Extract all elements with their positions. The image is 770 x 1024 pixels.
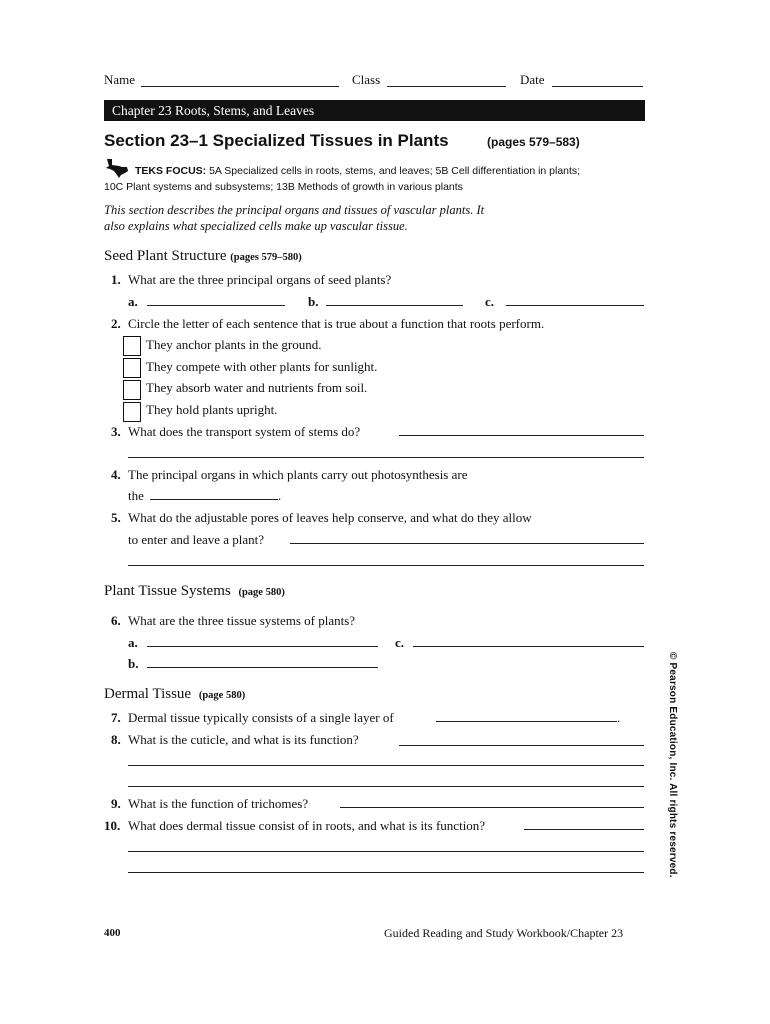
q2-text: Circle the letter of each sentence that is true about a function that roots perform. [128, 316, 545, 331]
q9-number: 9. [111, 796, 121, 811]
q2-option-d-checkbox[interactable] [123, 402, 141, 422]
q10-text: What does dermal tissue consist of in roots, and what is its function? [128, 818, 486, 833]
q7-post: . [617, 710, 621, 725]
q10-field-2[interactable] [128, 851, 644, 852]
q1-c-field[interactable] [506, 305, 644, 306]
seed-plant-heading [104, 248, 302, 265]
name-field[interactable] [141, 86, 339, 87]
q9-field[interactable] [340, 807, 644, 808]
q5-line1: What do the adjustable pores of leaves help conserve, and what do they allow [128, 510, 532, 525]
q4-field[interactable] [150, 499, 278, 500]
q10-number: 10. [104, 818, 121, 833]
q5-field-2[interactable] [128, 565, 644, 566]
chapter-bar [104, 100, 645, 121]
q5-number: 5. [111, 510, 121, 525]
dermal-heading [104, 686, 245, 703]
q3-field-2[interactable] [128, 457, 644, 458]
teks-line2: 10C Plant systems and subsystems; 13B Methods of growth in various plants [104, 181, 463, 193]
texas-icon [104, 157, 130, 184]
q4-line1: The principal organs in which plants carry out photosynthesis are [128, 467, 468, 482]
tissue-systems-heading-text: Plant Tissue Systems [104, 583, 231, 599]
q7-text: Dermal tissue typically consists of a single layer of [128, 710, 394, 725]
q5-field-1[interactable] [290, 543, 644, 544]
intro-line1: This section describes the principal organs and tissues of vascular plants. It [104, 203, 485, 217]
footer-book-title: Guided Reading and Study Workbook/Chapter 23 [384, 926, 624, 940]
dermal-pages: (page 580) [198, 690, 246, 701]
q2-option-b-checkbox[interactable] [123, 358, 141, 378]
q8-number: 8. [111, 732, 121, 747]
q6-number: 6. [111, 613, 121, 628]
intro-line2: also explains what specialized cells make up vascular tissue. [104, 219, 408, 233]
q1-c-label: c. [485, 294, 495, 309]
q1-b-field[interactable] [326, 305, 463, 306]
tissue-systems-heading [104, 583, 285, 600]
teks-line1 [135, 165, 580, 177]
class-label: Class [352, 72, 381, 87]
seed-plant-heading-text: Seed Plant Structure [104, 248, 227, 264]
teks-label: TEKS FOCUS: [135, 165, 207, 177]
q2-option-d: They hold plants upright. [146, 402, 278, 417]
q7-number: 7. [111, 710, 121, 725]
name-label: Name [104, 72, 136, 87]
q8-text: What is the cuticle, and what is its function? [128, 732, 359, 747]
q10-field-3[interactable] [128, 872, 644, 873]
q3-number: 3. [111, 424, 121, 439]
q8-field-2[interactable] [128, 765, 644, 766]
dermal-heading-text: Dermal Tissue [104, 686, 192, 702]
q10-field-1[interactable] [524, 829, 644, 830]
q2-option-c-checkbox[interactable] [123, 380, 141, 400]
q6-b-field[interactable] [147, 667, 378, 668]
section-pages: (pages 579–583) [487, 135, 580, 149]
chapter-title: Chapter 23 Roots, Stems, and Leaves [112, 103, 315, 118]
q2-option-a: They anchor plants in the ground. [146, 337, 322, 352]
q1-a-field[interactable] [147, 305, 285, 306]
q5-line2: to enter and leave a plant? [128, 532, 265, 547]
q6-a-label: a. [128, 635, 138, 650]
q3-field-1[interactable] [399, 435, 644, 436]
q8-field-1[interactable] [399, 745, 644, 746]
q6-text: What are the three tissue systems of plants? [128, 613, 356, 628]
page-number: 400 [104, 927, 121, 939]
q2-option-a-checkbox[interactable] [123, 336, 141, 356]
seed-plant-pages: (pages 579–580) [230, 252, 302, 263]
tissue-systems-pages: (page 580) [238, 587, 285, 598]
q3-text: What does the transport system of stems do? [128, 424, 361, 439]
q6-b-label: b. [128, 656, 139, 671]
q8-field-3[interactable] [128, 786, 644, 787]
date-label: Date [520, 72, 545, 87]
q6-c-field[interactable] [413, 646, 644, 647]
class-field[interactable] [387, 86, 506, 87]
copyright-notice: © Pearson Education, Inc. All rights reserved. [667, 652, 678, 878]
q6-a-field[interactable] [147, 646, 378, 647]
q1-a-label: a. [128, 294, 138, 309]
q1-number: 1. [111, 272, 121, 287]
q4-line2-pre: the [128, 488, 144, 503]
teks-text1: 5A Specialized cells in roots, stems, and leaves; 5B Cell differentiation in plants; [209, 165, 581, 177]
q4-number: 4. [111, 467, 121, 482]
q2-option-c: They absorb water and nutrients from soil. [146, 380, 368, 395]
q6-c-label: c. [395, 635, 405, 650]
q1-text: What are the three principal organs of seed plants? [128, 272, 392, 287]
q7-field[interactable] [436, 721, 617, 722]
q4-line2-post: . [278, 488, 282, 503]
section-title: Section 23–1 Specialized Tissues in Plants [104, 131, 449, 150]
date-field[interactable] [552, 86, 643, 87]
q2-number: 2. [111, 316, 121, 331]
q1-b-label: b. [308, 294, 319, 309]
q2-option-b: They compete with other plants for sunlight. [146, 359, 378, 374]
q9-text: What is the function of trichomes? [128, 796, 309, 811]
